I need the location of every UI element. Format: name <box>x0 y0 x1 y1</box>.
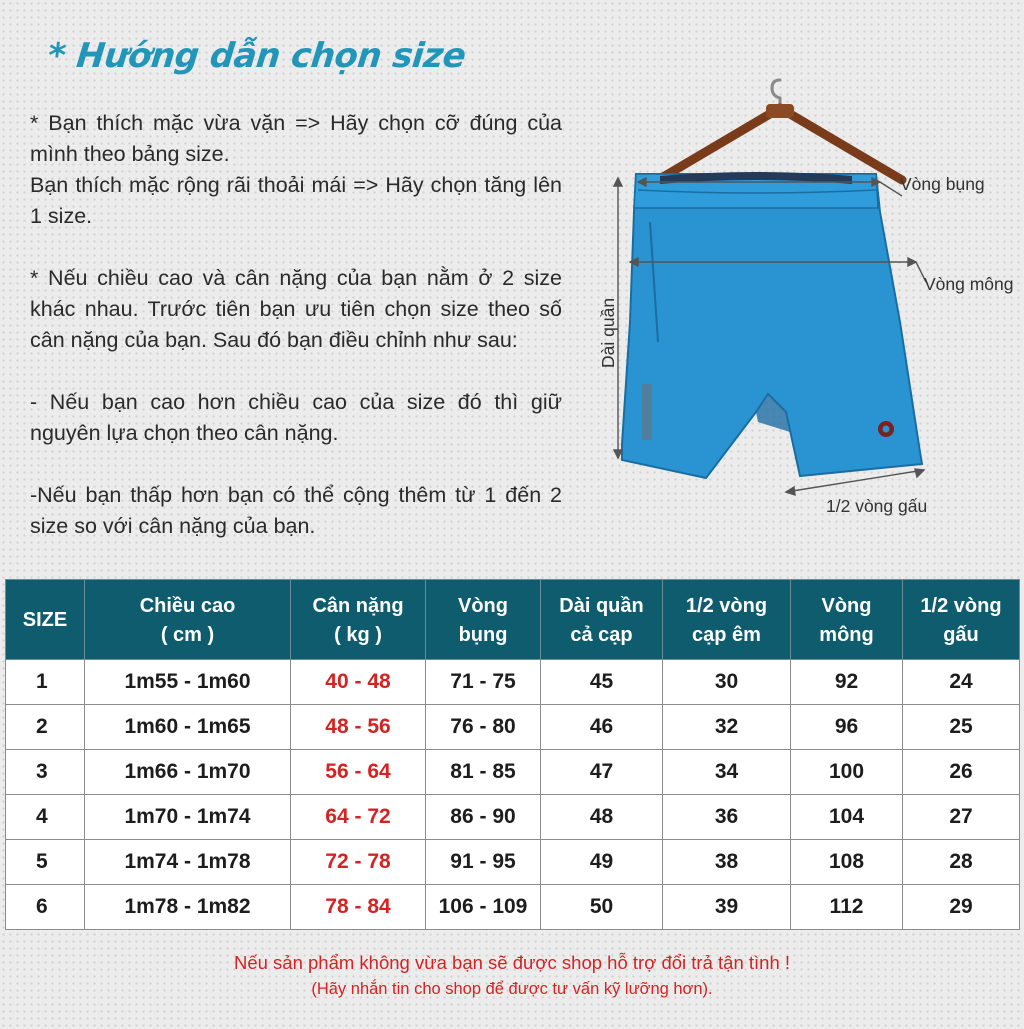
cell-size: 6 <box>6 885 85 930</box>
cell-height: 1m60 - 1m65 <box>85 705 291 750</box>
header-length-line2: cả cạp <box>570 623 633 646</box>
table-header-row <box>6 580 1020 660</box>
cell-height: 1m74 - 1m78 <box>85 840 291 885</box>
instruction-shorter: -Nếu bạn thấp hơn bạn có thể cộng thêm từ 1 đến 2 size so với cân nặng của bạn. <box>30 483 562 538</box>
cell-half-waistband: 32 <box>663 705 791 750</box>
cell-waist: 86 - 90 <box>426 795 541 840</box>
cell-size: 4 <box>6 795 85 840</box>
instruction-fit-loose: Bạn thích mặc rộng rãi thoải mái => Hãy chọn tăng lên 1 size. <box>30 173 562 228</box>
header-size <box>6 580 85 660</box>
cell-length: 46 <box>541 705 663 750</box>
cell-half-waistband: 30 <box>663 660 791 705</box>
header-waist-line1: Vòng <box>458 594 508 617</box>
cell-hip: 108 <box>791 840 903 885</box>
header-half-waistband-line1: 1/2 vòng <box>685 594 768 617</box>
instruction-between-sizes: * Nếu chiều cao và cân nặng của bạn nằm ở 2 size khác nhau. Trước tiên bạn ưu tiên chọn size theo số cân nặng của bạn. Sau đó bạn điều chỉnh như sau: <box>30 266 562 352</box>
cell-hip: 92 <box>791 660 903 705</box>
header-size-label: SIZE <box>22 609 68 631</box>
size-instructions <box>30 108 562 542</box>
shorts-icon <box>622 172 922 478</box>
cell-length: 49 <box>541 840 663 885</box>
cell-size: 2 <box>6 705 85 750</box>
header-waist-line2: bụng <box>458 623 508 646</box>
cell-length: 48 <box>541 795 663 840</box>
header-length <box>541 580 663 660</box>
table-row <box>6 885 1020 930</box>
hanger-icon <box>658 80 902 180</box>
cell-half-waistband: 36 <box>663 795 791 840</box>
cell-weight: 56 - 64 <box>291 750 426 795</box>
cell-height: 1m70 - 1m74 <box>85 795 291 840</box>
header-half-waistband-line2: cạp êm <box>692 623 761 646</box>
shorts-measurement-diagram <box>590 72 1024 532</box>
cell-half-hem: 27 <box>903 795 1020 840</box>
exchange-notice: Nếu sản phẩm không vừa bạn sẽ được shop hỗ trợ đổi trả tận tình ! <box>233 952 791 973</box>
hip-label: Vòng mông <box>924 274 1014 294</box>
header-hip <box>791 580 903 660</box>
cell-length: 47 <box>541 750 663 795</box>
cell-size: 1 <box>6 660 85 705</box>
header-weight-label: Cân nặng <box>312 594 404 617</box>
cell-half-hem: 29 <box>903 885 1020 930</box>
contact-notice: (Hãy nhắn tin cho shop để được tư vấn kỹ lưỡng hơn). <box>311 980 713 998</box>
table-row <box>6 750 1020 795</box>
header-height <box>85 580 291 660</box>
cell-weight: 64 - 72 <box>291 795 426 840</box>
header-half-hem-line1: 1/2 vòng <box>920 594 1002 617</box>
header-waist <box>426 580 541 660</box>
header-half-hem <box>903 580 1020 660</box>
cell-half-waistband: 38 <box>663 840 791 885</box>
table-row <box>6 660 1020 705</box>
cell-waist: 76 - 80 <box>426 705 541 750</box>
table-row <box>6 840 1020 885</box>
page-title: * Hướng dẫn chọn size <box>45 36 468 76</box>
cell-hip: 112 <box>791 885 903 930</box>
cell-weight: 78 - 84 <box>291 885 426 930</box>
cell-half-hem: 26 <box>903 750 1020 795</box>
instruction-taller: - Nếu bạn cao hơn chiều cao của size đó thì giữ nguyên lựa chọn theo cân nặng. <box>30 390 562 445</box>
cell-size: 5 <box>6 840 85 885</box>
cell-height: 1m66 - 1m70 <box>85 750 291 795</box>
cell-hip: 96 <box>791 705 903 750</box>
cell-half-waistband: 39 <box>663 885 791 930</box>
header-half-hem-line2: gấu <box>943 623 979 646</box>
cell-waist: 71 - 75 <box>426 660 541 705</box>
header-weight-unit: ( kg ) <box>334 623 382 646</box>
cell-half-hem: 28 <box>903 840 1020 885</box>
header-height-unit: ( cm ) <box>160 623 215 646</box>
shorts-illustration <box>590 72 1024 532</box>
cell-height: 1m78 - 1m82 <box>85 885 291 930</box>
hem-label: 1/2 vòng gấu <box>826 496 928 516</box>
length-label: Dài quần <box>598 297 618 368</box>
cell-hip: 104 <box>791 795 903 840</box>
cell-height: 1m55 - 1m60 <box>85 660 291 705</box>
table-row <box>6 705 1020 750</box>
header-half-waistband <box>663 580 791 660</box>
cell-half-hem: 25 <box>903 705 1020 750</box>
header-length-line1: Dài quần <box>559 594 644 617</box>
cell-length: 50 <box>541 885 663 930</box>
header-hip-line1: Vòng <box>821 594 872 617</box>
cell-half-hem: 24 <box>903 660 1020 705</box>
cell-weight: 40 - 48 <box>291 660 426 705</box>
cell-weight: 72 - 78 <box>291 840 426 885</box>
waist-label: Vòng bụng <box>900 174 985 194</box>
table-row <box>6 795 1020 840</box>
header-hip-line2: mông <box>819 623 874 646</box>
size-chart-table <box>5 579 1020 930</box>
cell-size: 3 <box>6 750 85 795</box>
instruction-fit-snug: * Bạn thích mặc vừa vặn => Hãy chọn cỡ đúng của mình theo bảng size. <box>30 111 562 166</box>
cell-waist: 81 - 85 <box>426 750 541 795</box>
cell-half-waistband: 34 <box>663 750 791 795</box>
cell-length: 45 <box>541 660 663 705</box>
cell-waist: 106 - 109 <box>426 885 541 930</box>
cell-weight: 48 - 56 <box>291 705 426 750</box>
cell-waist: 91 - 95 <box>426 840 541 885</box>
header-weight <box>291 580 426 660</box>
header-height-label: Chiều cao <box>139 594 236 617</box>
cell-hip: 100 <box>791 750 903 795</box>
